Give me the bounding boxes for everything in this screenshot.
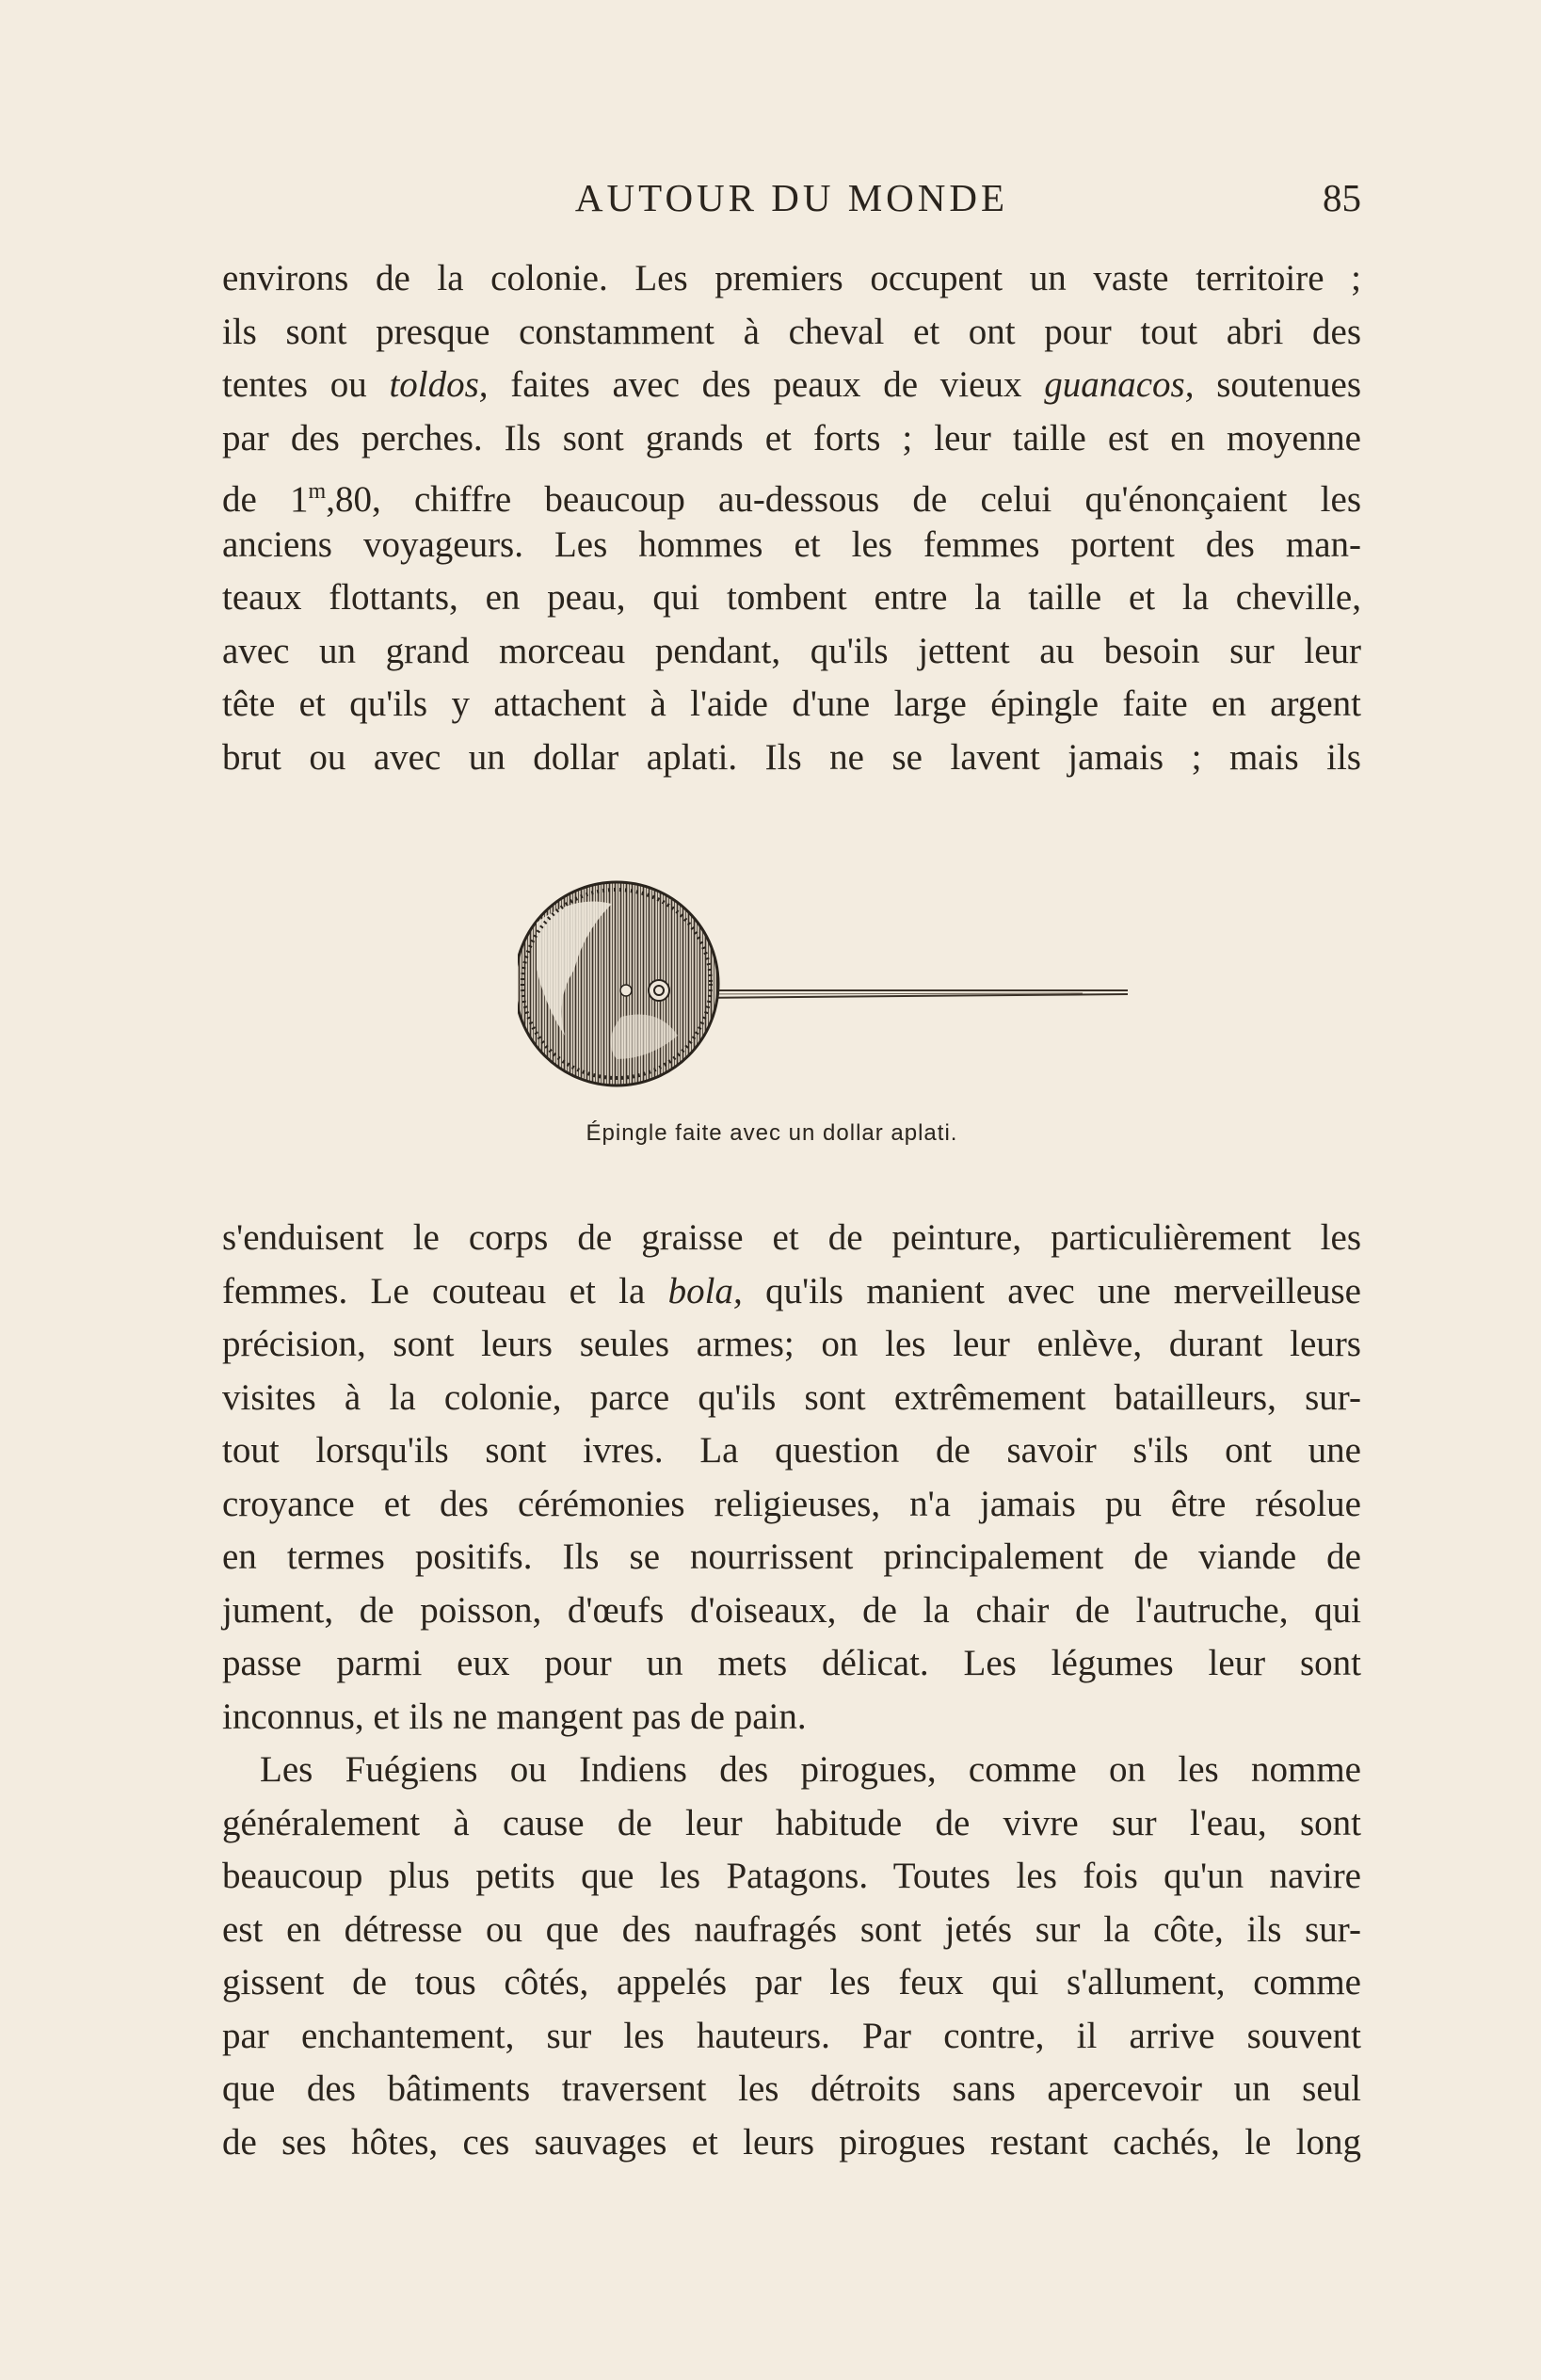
text-run: ,80, chiffre beaucoup au-dessous de celui qu'énonçaient les — [326, 479, 1361, 520]
paragraph-2-and-3 — [222, 1212, 1361, 2169]
italic-term-toldos: toldos, — [389, 364, 489, 405]
pin-shaft-shading — [687, 993, 1083, 994]
italic-term-bola: bola, — [667, 1270, 743, 1311]
text-run: tentes ou — [222, 364, 390, 405]
italic-term-guanacos: guanacos, — [1044, 364, 1195, 405]
text-line: passe parmi eux pour un mets délicat. Les légumes leur sont — [222, 1643, 1361, 1683]
paragraph-1 — [222, 252, 1361, 784]
pin-hole-ring — [649, 980, 669, 1001]
figure-caption: Épingle faite avec un dollar aplati. — [586, 1120, 958, 1146]
pin-engraving — [518, 857, 1139, 1120]
text-run: de 1 — [222, 479, 309, 520]
text-line: généralement à cause de leur habitude de vivre sur l'eau, sont — [222, 1802, 1361, 1843]
text-line — [222, 359, 1361, 412]
text-line: Les Fuégiens ou Indiens des pirogues, comme on les nomme — [260, 1749, 1361, 1790]
text-line — [222, 465, 1361, 519]
text-line: ils sont presque constamment à cheval et ont pour tout abri des — [222, 311, 1361, 352]
text-line — [222, 1265, 1361, 1319]
text-line: en termes positifs. Ils se nourrissent principalement de viande de — [222, 1536, 1361, 1577]
text-line: anciens voyageurs. Les hommes et les femmes portent des man- — [222, 523, 1361, 565]
page-number: 85 — [1323, 176, 1361, 219]
text-line: visites à la colonie, parce qu'ils sont extrêmement batailleurs, sur- — [222, 1376, 1361, 1418]
text-line: de ses hôtes, ces sauvages et leurs pirogues restant cachés, le long — [222, 2121, 1361, 2163]
pin-shaft-lower — [687, 994, 1128, 998]
text-line: tout lorsqu'ils sont ivres. La question de savoir s'ils ont une — [222, 1430, 1361, 1471]
running-title: AUTOUR DU MONDE — [574, 176, 1009, 219]
text-line: par des perches. Ils sont grands et forts ; leur taille est en moyenne — [222, 417, 1361, 458]
text-line: beaucoup plus petits que les Patagons. Toutes les fois qu'un navire — [222, 1856, 1361, 1896]
text-line: croyance et des cérémonies religieuses, n'a jamais pu être résolue — [222, 1483, 1361, 1524]
text-run: faites avec des peaux de vieux — [488, 364, 1045, 405]
small-hole — [620, 985, 632, 996]
text-line: s'enduisent le corps de graisse et de peinture, particulièrement les — [222, 1217, 1361, 1258]
text-run: qu'ils manient avec une merveilleuse — [742, 1270, 1361, 1311]
text-line: que des bâtiments traversent les détroits sans apercevoir un seul — [222, 2068, 1361, 2109]
text-line: précision, sont leurs seules armes; on les leur enlève, durant leurs — [222, 1324, 1361, 1364]
text-line: gissent de tous côtés, appelés par les feux qui s'allument, comme — [222, 1962, 1361, 2002]
text-run: femmes. Le couteau et la — [222, 1270, 668, 1311]
running-head — [222, 175, 1361, 232]
text-line: avec un grand morceau pendant, qu'ils jettent au besoin sur leur — [222, 630, 1361, 671]
text-run: soutenues — [1194, 364, 1362, 405]
text-line: brut ou avec un dollar aplati. Ils ne se lavent jamais ; mais ils — [222, 736, 1361, 778]
figure-pin-illustration — [518, 857, 1139, 1167]
text-line: par enchantement, sur les hauteurs. Par contre, il arrive souvent — [222, 2015, 1361, 2056]
text-line: tête et qu'ils y attachent à l'aide d'une large épingle faite en argent — [222, 683, 1361, 724]
text-line: inconnus, et ils ne mangent pas de pain. — [222, 1696, 807, 1737]
text-line: jument, de poisson, d'œufs d'oiseaux, de la chair de l'autruche, qui — [222, 1589, 1361, 1631]
text-line: environs de la colonie. Les premiers occupent un vaste territoire ; — [222, 258, 1361, 298]
text-line: teaux flottants, en peau, qui tombent entre la taille et la cheville, — [222, 577, 1361, 618]
text-line: est en détresse ou que des naufragés sont jetés sur la côte, ils sur- — [222, 1908, 1361, 1950]
superscript-unit: m — [308, 479, 327, 504]
